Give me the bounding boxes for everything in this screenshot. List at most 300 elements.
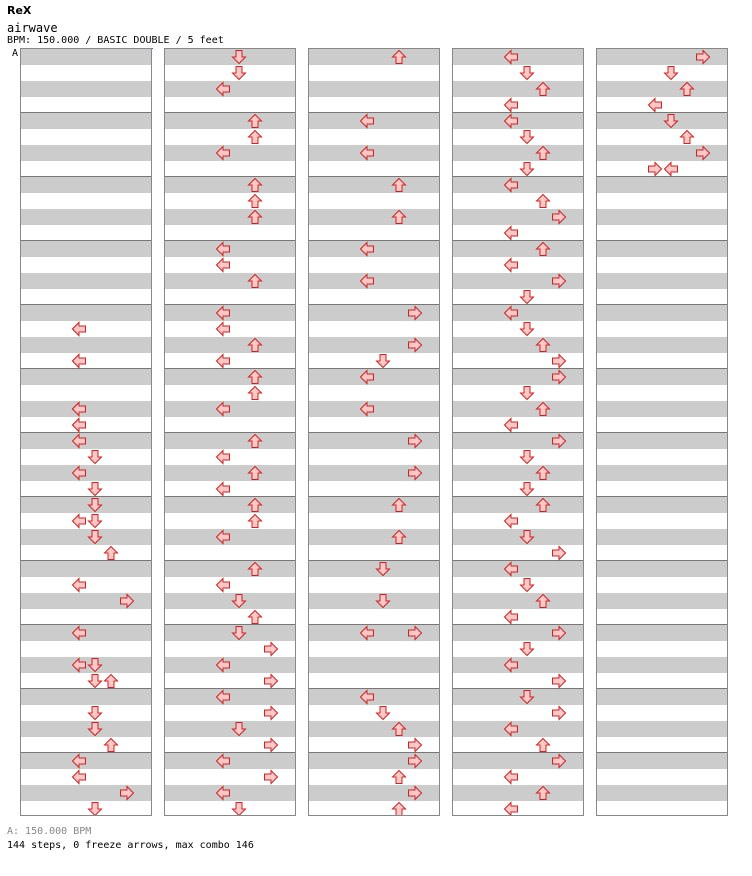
beat-row xyxy=(597,625,727,641)
beat-row xyxy=(165,417,295,433)
beat-row xyxy=(309,545,439,561)
beat-row xyxy=(309,353,439,369)
step-arrow-left-icon xyxy=(359,273,375,289)
beat-row xyxy=(21,369,151,385)
step-arrow-left-icon xyxy=(359,401,375,417)
step-arrow-left-icon xyxy=(359,625,375,641)
step-arrow-down-icon xyxy=(231,801,247,816)
step-arrow-left-icon xyxy=(215,689,231,705)
step-arrow-left-icon xyxy=(215,657,231,673)
beat-row xyxy=(309,65,439,81)
step-arrow-down-icon xyxy=(519,529,535,545)
beat-row xyxy=(309,673,439,689)
step-arrow-up-icon xyxy=(247,113,263,129)
step-arrow-right-icon xyxy=(407,785,423,801)
beat-row xyxy=(309,177,439,193)
beat-row xyxy=(21,289,151,305)
step-arrow-left-icon xyxy=(503,801,519,816)
step-arrow-up-icon xyxy=(535,401,551,417)
step-arrow-up-icon xyxy=(247,337,263,353)
beat-row xyxy=(597,497,727,513)
step-arrow-up-icon xyxy=(535,737,551,753)
beat-row xyxy=(453,161,583,177)
step-arrow-up-icon xyxy=(679,129,695,145)
beat-row xyxy=(309,161,439,177)
step-arrow-left-icon xyxy=(71,417,87,433)
measure-line xyxy=(21,176,151,177)
beat-row xyxy=(165,433,295,449)
step-arrow-left-icon xyxy=(359,689,375,705)
step-arrow-down-icon xyxy=(663,65,679,81)
measure-line xyxy=(21,496,151,497)
step-arrow-right-icon xyxy=(551,753,567,769)
step-arrow-left-icon xyxy=(503,305,519,321)
step-arrow-right-icon xyxy=(551,369,567,385)
step-arrow-left-icon xyxy=(215,401,231,417)
measure-line xyxy=(21,304,151,305)
measure-line xyxy=(21,560,151,561)
measure-line xyxy=(165,624,295,625)
step-arrow-up-icon xyxy=(391,209,407,225)
beat-row xyxy=(165,593,295,609)
beat-row xyxy=(165,161,295,177)
step-arrow-down-icon xyxy=(375,705,391,721)
beat-row xyxy=(453,737,583,753)
step-arrow-down-icon xyxy=(519,689,535,705)
step-arrow-left-icon xyxy=(215,321,231,337)
measure-line xyxy=(597,240,727,241)
step-arrow-left-icon xyxy=(215,753,231,769)
beat-row xyxy=(453,401,583,417)
measure-line xyxy=(597,688,727,689)
step-arrow-right-icon xyxy=(695,145,711,161)
beat-row xyxy=(597,753,727,769)
beat-row xyxy=(165,113,295,129)
beat-row xyxy=(453,593,583,609)
beat-row xyxy=(453,689,583,705)
step-arrow-down-icon xyxy=(87,801,103,816)
step-arrow-down-icon xyxy=(375,353,391,369)
beat-row xyxy=(309,193,439,209)
step-arrow-left-icon xyxy=(359,113,375,129)
beat-row xyxy=(21,65,151,81)
chart-column-4 xyxy=(452,48,584,816)
step-arrow-down-icon xyxy=(663,113,679,129)
beat-row xyxy=(165,545,295,561)
beat-row xyxy=(453,785,583,801)
measure-line xyxy=(309,496,439,497)
step-arrow-left-icon xyxy=(215,577,231,593)
beat-row xyxy=(21,305,151,321)
step-arrow-left-icon xyxy=(359,145,375,161)
beat-row xyxy=(309,385,439,401)
beat-row xyxy=(453,129,583,145)
beat-row xyxy=(453,641,583,657)
step-arrow-up-icon xyxy=(535,337,551,353)
beat-row xyxy=(453,289,583,305)
step-arrow-down-icon xyxy=(87,657,103,673)
beat-row xyxy=(21,81,151,97)
beat-row xyxy=(21,97,151,113)
beat-row xyxy=(309,209,439,225)
beat-row xyxy=(165,513,295,529)
step-arrow-right-icon xyxy=(407,337,423,353)
step-arrow-up-icon xyxy=(391,177,407,193)
step-arrow-left-icon xyxy=(503,561,519,577)
measure-line xyxy=(165,560,295,561)
beat-row xyxy=(165,97,295,113)
step-arrow-left-icon xyxy=(503,97,519,113)
beat-row xyxy=(165,65,295,81)
beat-row xyxy=(597,657,727,673)
step-arrow-down-icon xyxy=(375,593,391,609)
beat-row xyxy=(21,145,151,161)
beat-row xyxy=(21,689,151,705)
beat-row xyxy=(165,177,295,193)
step-arrow-left-icon xyxy=(215,81,231,97)
step-arrow-left-icon xyxy=(503,721,519,737)
step-arrow-up-icon xyxy=(679,81,695,97)
beat-row xyxy=(165,49,295,65)
step-arrow-left-icon xyxy=(359,369,375,385)
step-arrow-left-icon xyxy=(71,465,87,481)
beat-row xyxy=(597,81,727,97)
step-arrow-up-icon xyxy=(247,465,263,481)
measure-line xyxy=(165,432,295,433)
beat-row xyxy=(597,129,727,145)
beat-row xyxy=(453,481,583,497)
beat-row xyxy=(309,705,439,721)
step-arrow-left-icon xyxy=(71,753,87,769)
beat-row xyxy=(453,65,583,81)
beat-row xyxy=(21,273,151,289)
beat-row xyxy=(597,353,727,369)
measure-line xyxy=(309,560,439,561)
beat-row xyxy=(597,401,727,417)
step-arrow-left-icon xyxy=(503,513,519,529)
step-arrow-right-icon xyxy=(263,673,279,689)
step-arrow-right-icon xyxy=(407,433,423,449)
beat-row xyxy=(597,193,727,209)
step-arrow-down-icon xyxy=(519,577,535,593)
beat-row xyxy=(21,113,151,129)
beat-row xyxy=(597,433,727,449)
step-arrow-left-icon xyxy=(71,353,87,369)
beat-row xyxy=(165,289,295,305)
step-arrow-right-icon xyxy=(551,705,567,721)
chart-column-3 xyxy=(308,48,440,816)
beat-row xyxy=(597,561,727,577)
step-arrow-up-icon xyxy=(535,193,551,209)
step-arrow-right-icon xyxy=(695,49,711,65)
step-arrow-up-icon xyxy=(247,561,263,577)
beat-row xyxy=(165,337,295,353)
beat-row xyxy=(309,49,439,65)
measure-line xyxy=(453,496,583,497)
beat-row xyxy=(21,561,151,577)
step-arrow-left-icon xyxy=(215,241,231,257)
step-arrow-right-icon xyxy=(551,273,567,289)
step-arrow-left-icon xyxy=(503,657,519,673)
chart-column-1 xyxy=(20,48,152,816)
beat-row xyxy=(21,193,151,209)
step-arrow-left-icon xyxy=(71,657,87,673)
beat-row xyxy=(165,497,295,513)
beat-row xyxy=(597,769,727,785)
beat-row xyxy=(21,641,151,657)
beat-row xyxy=(309,721,439,737)
beat-row xyxy=(21,177,151,193)
game-title: ReX xyxy=(7,4,32,17)
beat-row xyxy=(453,337,583,353)
step-arrow-up-icon xyxy=(247,129,263,145)
step-arrow-up-icon xyxy=(391,721,407,737)
beat-row xyxy=(597,481,727,497)
beat-row xyxy=(165,385,295,401)
beat-row xyxy=(597,113,727,129)
step-arrow-right-icon xyxy=(551,545,567,561)
beat-row xyxy=(309,321,439,337)
beat-row xyxy=(597,609,727,625)
beat-row xyxy=(453,145,583,161)
step-arrow-down-icon xyxy=(231,49,247,65)
step-arrow-down-icon xyxy=(519,449,535,465)
beat-row xyxy=(597,65,727,81)
beat-row xyxy=(309,609,439,625)
beat-row xyxy=(309,449,439,465)
step-arrow-down-icon xyxy=(519,129,535,145)
step-arrow-left-icon xyxy=(663,161,679,177)
beat-row xyxy=(21,481,151,497)
beat-row xyxy=(453,577,583,593)
measure-line xyxy=(597,752,727,753)
measure-line xyxy=(21,688,151,689)
chart-column-2 xyxy=(164,48,296,816)
step-arrow-right-icon xyxy=(407,625,423,641)
beat-row xyxy=(597,577,727,593)
step-arrow-right-icon xyxy=(551,433,567,449)
step-arrow-up-icon xyxy=(247,177,263,193)
beat-row xyxy=(597,305,727,321)
step-arrow-down-icon xyxy=(87,673,103,689)
beat-row xyxy=(21,129,151,145)
measure-line xyxy=(597,432,727,433)
beat-row xyxy=(309,577,439,593)
measure-line xyxy=(597,560,727,561)
step-arrow-up-icon xyxy=(247,273,263,289)
beat-row xyxy=(597,465,727,481)
beat-row xyxy=(597,513,727,529)
beat-row xyxy=(597,369,727,385)
step-arrow-right-icon xyxy=(551,209,567,225)
beat-row xyxy=(597,705,727,721)
step-arrow-left-icon xyxy=(215,529,231,545)
step-arrow-left-icon xyxy=(215,257,231,273)
beat-row xyxy=(309,513,439,529)
step-arrow-down-icon xyxy=(87,449,103,465)
step-arrow-right-icon xyxy=(407,753,423,769)
step-arrow-right-icon xyxy=(263,641,279,657)
step-arrow-left-icon xyxy=(71,433,87,449)
measure-line xyxy=(597,368,727,369)
step-arrow-left-icon xyxy=(71,577,87,593)
step-arrow-left-icon xyxy=(647,97,663,113)
beat-row xyxy=(165,369,295,385)
step-arrow-up-icon xyxy=(247,433,263,449)
step-arrow-right-icon xyxy=(551,625,567,641)
step-stats: 144 steps, 0 freeze arrows, max combo 146 xyxy=(7,840,254,851)
beat-row xyxy=(165,721,295,737)
step-arrow-up-icon xyxy=(103,673,119,689)
beat-row xyxy=(309,257,439,273)
step-arrow-right-icon xyxy=(119,785,135,801)
beat-row xyxy=(597,273,727,289)
beat-row xyxy=(21,49,151,65)
beat-row xyxy=(21,737,151,753)
step-arrow-up-icon xyxy=(535,497,551,513)
chart-info: BPM: 150.000 / BASIC DOUBLE / 5 feet xyxy=(7,35,224,46)
step-arrow-up-icon xyxy=(391,497,407,513)
beat-row xyxy=(597,321,727,337)
step-arrow-up-icon xyxy=(103,737,119,753)
measure-line xyxy=(165,112,295,113)
step-arrow-up-icon xyxy=(247,513,263,529)
step-arrow-down-icon xyxy=(519,289,535,305)
beat-row xyxy=(597,673,727,689)
beat-row xyxy=(597,417,727,433)
step-arrow-left-icon xyxy=(503,417,519,433)
step-arrow-down-icon xyxy=(87,529,103,545)
step-arrow-down-icon xyxy=(87,721,103,737)
measure-line xyxy=(309,176,439,177)
step-arrow-left-icon xyxy=(215,353,231,369)
beat-row xyxy=(453,497,583,513)
beat-row xyxy=(165,129,295,145)
step-arrow-left-icon xyxy=(215,305,231,321)
step-arrow-up-icon xyxy=(535,593,551,609)
step-arrow-left-icon xyxy=(71,513,87,529)
step-arrow-up-icon xyxy=(535,145,551,161)
beat-row xyxy=(21,705,151,721)
beat-row xyxy=(309,81,439,97)
step-arrow-right-icon xyxy=(119,593,135,609)
step-arrow-down-icon xyxy=(231,721,247,737)
beat-row xyxy=(453,81,583,97)
beat-row xyxy=(21,225,151,241)
beat-row xyxy=(309,769,439,785)
step-arrow-left-icon xyxy=(503,609,519,625)
beat-row xyxy=(597,641,727,657)
beat-row xyxy=(309,497,439,513)
step-arrow-left-icon xyxy=(503,177,519,193)
beat-row xyxy=(597,689,727,705)
step-arrow-up-icon xyxy=(391,529,407,545)
measure-line xyxy=(21,240,151,241)
step-arrow-up-icon xyxy=(247,369,263,385)
step-arrow-down-icon xyxy=(87,513,103,529)
step-arrow-right-icon xyxy=(263,705,279,721)
step-arrow-up-icon xyxy=(391,801,407,816)
step-arrow-left-icon xyxy=(71,625,87,641)
step-arrow-up-icon xyxy=(535,81,551,97)
beat-row xyxy=(453,193,583,209)
step-arrow-up-icon xyxy=(535,465,551,481)
step-arrow-up-icon xyxy=(391,769,407,785)
step-arrow-left-icon xyxy=(71,321,87,337)
step-arrow-left-icon xyxy=(359,241,375,257)
step-arrow-up-icon xyxy=(247,385,263,401)
beat-row xyxy=(21,497,151,513)
beat-row xyxy=(21,209,151,225)
step-arrow-down-icon xyxy=(231,593,247,609)
beat-row xyxy=(21,385,151,401)
beat-row xyxy=(597,545,727,561)
step-arrow-left-icon xyxy=(71,401,87,417)
beat-row xyxy=(165,801,295,816)
beat-row xyxy=(309,641,439,657)
step-arrow-down-icon xyxy=(231,65,247,81)
step-arrow-down-icon xyxy=(519,65,535,81)
step-arrow-right-icon xyxy=(551,673,567,689)
beat-row xyxy=(309,801,439,816)
song-title: airwave xyxy=(7,21,58,35)
beat-row xyxy=(21,545,151,561)
step-arrow-left-icon xyxy=(503,769,519,785)
step-arrow-up-icon xyxy=(247,209,263,225)
step-arrow-right-icon xyxy=(263,737,279,753)
step-arrow-up-icon xyxy=(247,193,263,209)
step-arrow-right-icon xyxy=(263,769,279,785)
step-arrow-right-icon xyxy=(647,161,663,177)
step-arrow-left-icon xyxy=(215,481,231,497)
beat-row xyxy=(597,737,727,753)
beat-row xyxy=(453,385,583,401)
step-arrow-down-icon xyxy=(87,481,103,497)
beat-row xyxy=(597,529,727,545)
beat-row xyxy=(453,241,583,257)
step-arrow-right-icon xyxy=(407,737,423,753)
beat-row xyxy=(21,257,151,273)
beat-row xyxy=(165,209,295,225)
beat-row xyxy=(165,193,295,209)
step-arrow-down-icon xyxy=(231,625,247,641)
beat-row xyxy=(309,657,439,673)
step-arrow-up-icon xyxy=(103,545,119,561)
step-arrow-right-icon xyxy=(407,465,423,481)
beat-row xyxy=(453,465,583,481)
beat-row xyxy=(309,417,439,433)
bpm-marker: A xyxy=(12,48,19,59)
beat-row xyxy=(21,161,151,177)
beat-row xyxy=(309,289,439,305)
beat-row xyxy=(453,321,583,337)
beat-row xyxy=(597,337,727,353)
beat-row xyxy=(453,449,583,465)
step-arrow-up-icon xyxy=(247,609,263,625)
step-arrow-left-icon xyxy=(503,49,519,65)
chart-column-5 xyxy=(596,48,728,816)
beat-row xyxy=(21,609,151,625)
beat-row xyxy=(21,337,151,353)
measure-line xyxy=(597,496,727,497)
step-arrow-left-icon xyxy=(503,225,519,241)
beat-row xyxy=(597,721,727,737)
beat-row xyxy=(21,721,151,737)
step-arrow-right-icon xyxy=(551,353,567,369)
step-arrow-down-icon xyxy=(519,385,535,401)
step-arrow-left-icon xyxy=(503,257,519,273)
step-arrow-left-icon xyxy=(215,449,231,465)
